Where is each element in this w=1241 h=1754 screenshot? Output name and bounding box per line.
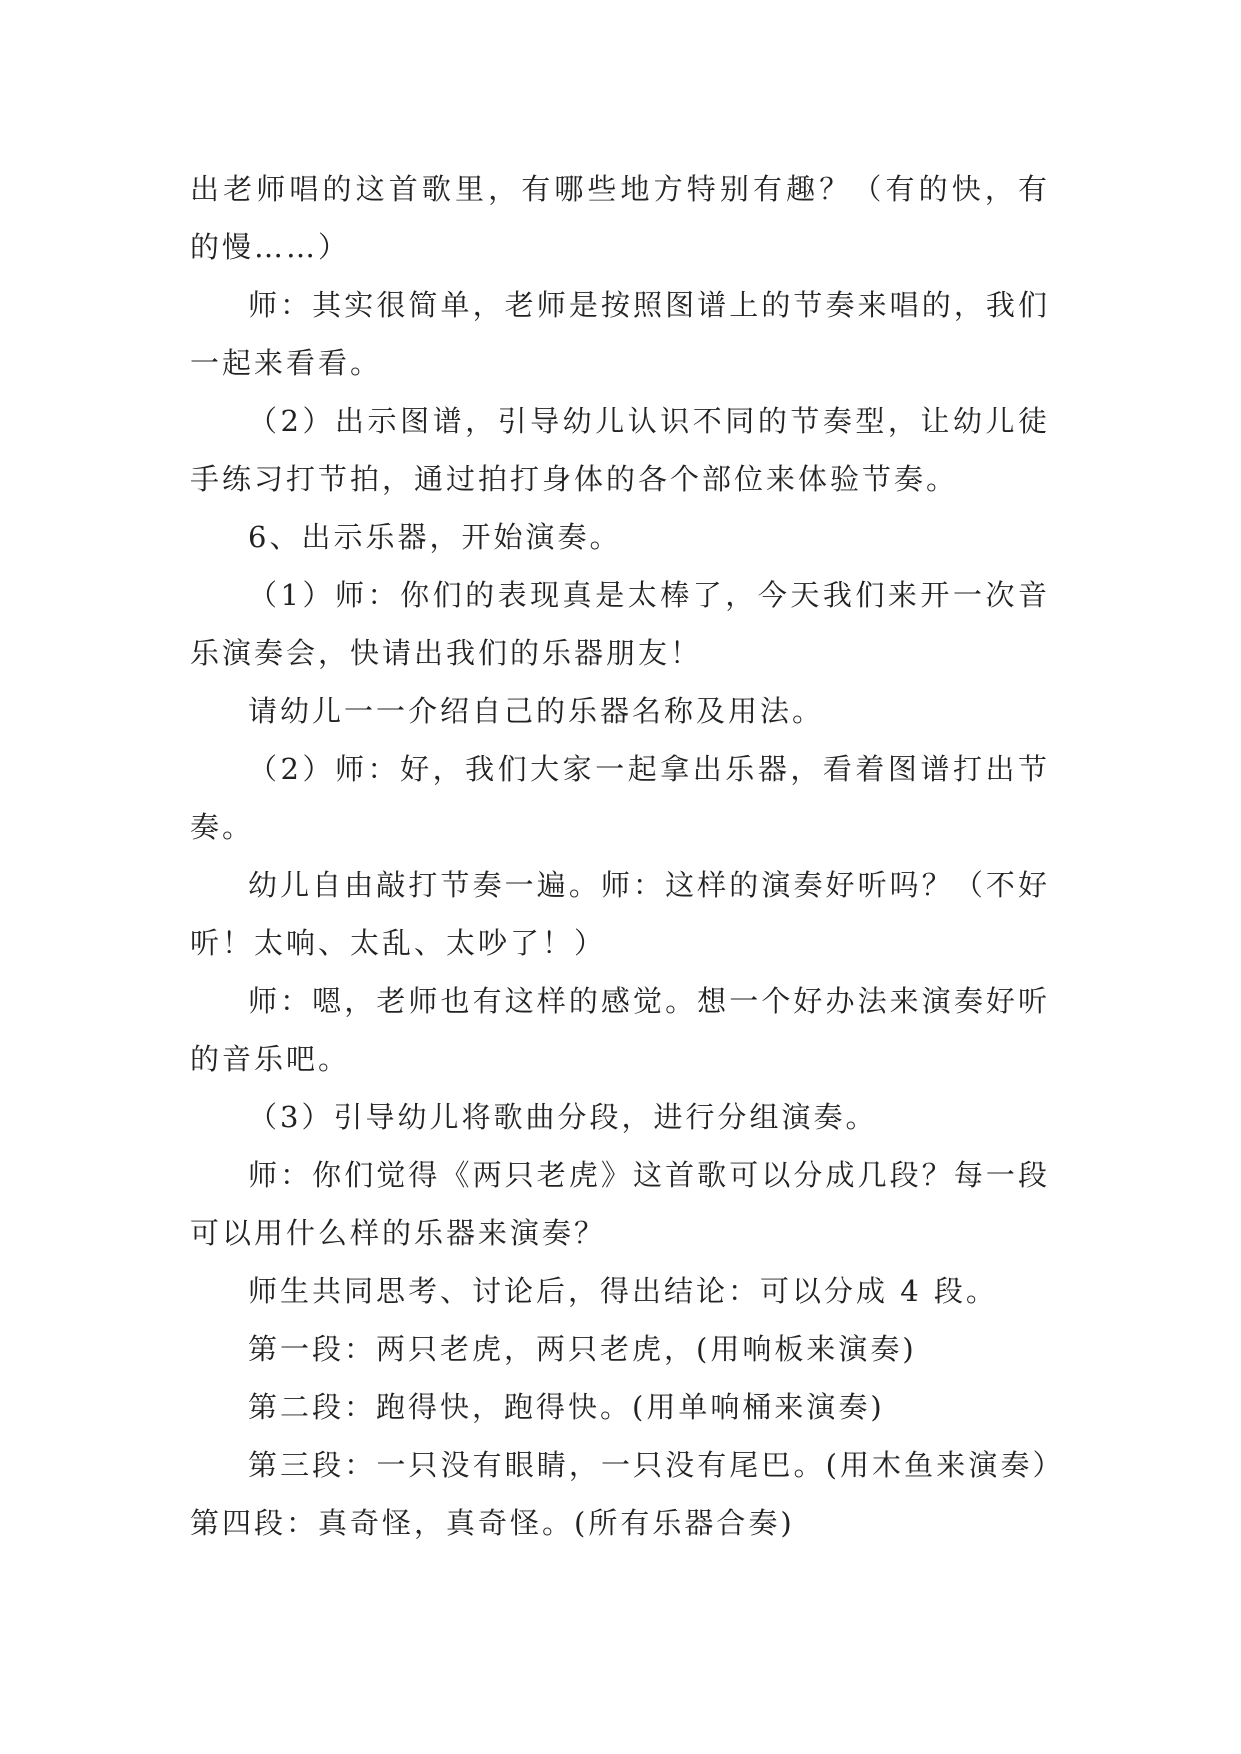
paragraph-13: 第一段：两只老虎，两只老虎，(用响板来演奏) (248, 1332, 917, 1366)
paragraph-7: （2）师：好，我们大家一起拿出乐器，看着图谱打出节奏。 (190, 752, 1050, 844)
document-body (190, 160, 1050, 1552)
paragraph-1: 出老师唱的这首歌里，有哪些地方特别有趣？（有的快，有的慢……） (190, 172, 1050, 264)
paragraph-5: （1）师：你们的表现真是太棒了，今天我们来开一次音乐演奏会，快请出我们的乐器朋友！ (190, 578, 1050, 670)
paragraph-3: （2）出示图谱，引导幼儿认识不同的节奏型，让幼儿徒手练习打节拍，通过拍打身体的各个部位来体验节奏。 (190, 404, 1050, 496)
paragraph-6: 请幼儿一一介绍自己的乐器名称及用法。 (248, 694, 825, 728)
paragraph-15: 第三段：一只没有眼睛，一只没有尾巴。(用木鱼来演奏）第四段：真奇怪，真奇怪。(所有乐器合奏) (190, 1448, 1050, 1540)
paragraph-4: 6、出示乐器，开始演奏。 (248, 520, 622, 554)
paragraph-9: 师：嗯，老师也有这样的感觉。想一个好办法来演奏好听的音乐吧。 (190, 984, 1050, 1076)
paragraph-2: 师：其实很简单，老师是按照图谱上的节奏来唱的，我们一起来看看。 (190, 288, 1050, 380)
paragraph-8: 幼儿自由敲打节奏一遍。师：这样的演奏好听吗？（不好听！太响、太乱、太吵了！） (190, 868, 1050, 960)
paragraph-11: 师：你们觉得《两只老虎》这首歌可以分成几段？每一段可以用什么样的乐器来演奏？ (190, 1158, 1050, 1250)
paragraph-14: 第二段：跑得快，跑得快。(用单响桶来演奏) (248, 1390, 885, 1424)
paragraph-10: （3）引导幼儿将歌曲分段，进行分组演奏。 (248, 1100, 878, 1134)
paragraph-12: 师生共同思考、讨论后，得出结论：可以分成 4 段。 (248, 1274, 998, 1308)
